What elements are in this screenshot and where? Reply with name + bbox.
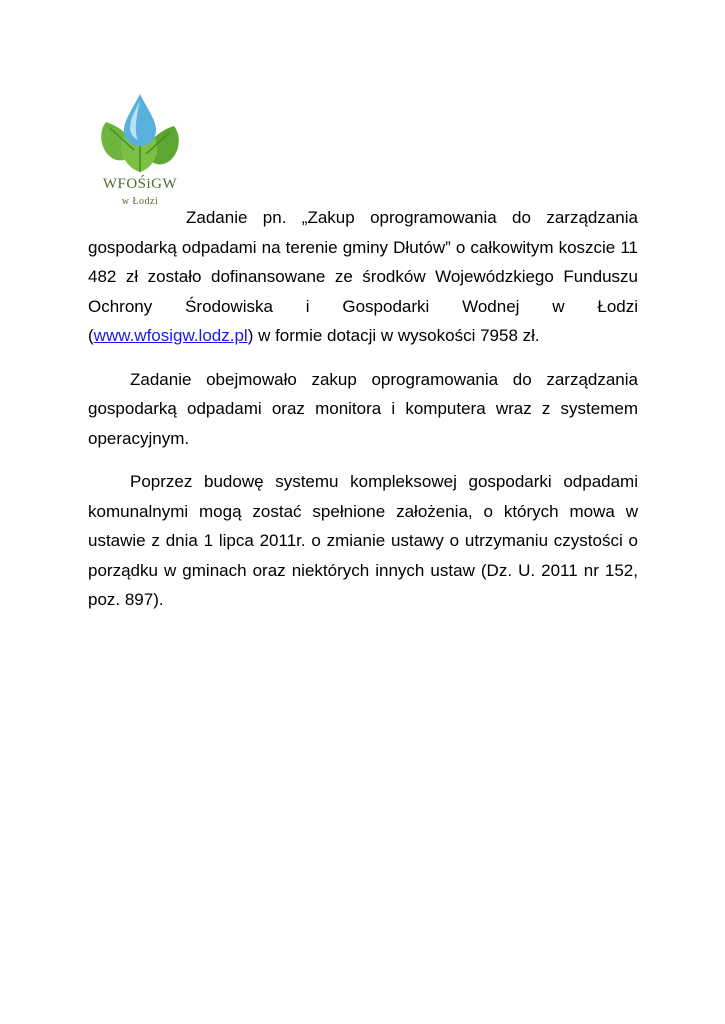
paragraph-funding <box>88 203 638 351</box>
wfosigw-link[interactable]: www.wfosigw.lodz.pl <box>93 326 248 345</box>
wfosigw-logo <box>90 92 200 212</box>
logo-name: WFOŚiGW <box>102 176 178 192</box>
leaf-drop-icon <box>96 92 184 174</box>
paragraph-funding-tail: ) w formie dotacji w wysokości 7958 zł. <box>247 326 540 345</box>
document-body <box>88 203 638 629</box>
logo-city: w Łodzi <box>121 196 159 207</box>
paragraph-funding-text: Zadanie pn. „Zakup oprogramowania do zarządzania gospodarką odpadami na terenie gminy Dłutów” o całkowitym koszcie 11 482 zł zostało dofinansowane ze środków Wojewódzkiego Funduszu Ochrony Środowiska i Gospodarki Wodnej w Łodzi ( <box>88 208 638 345</box>
paragraph-scope: Zadanie obejmowało zakup oprogramowania do zarządzania gospodarką odpadami oraz monitora i komputera wraz z systemem operacyjnym. <box>88 369 638 448</box>
paragraph-purpose: Poprzez budowę systemu kompleksowej gospodarki odpadami komunalnymi mogą zostać spełnione założenia, o których mowa w ustawie z dnia 1 lipca 2011r. o zmianie ustawy o utrzymaniu czystości o porządku w gminach oraz niektórych innych ustaw (Dz. U. 2011 nr 152, poz. 897). <box>88 472 638 609</box>
